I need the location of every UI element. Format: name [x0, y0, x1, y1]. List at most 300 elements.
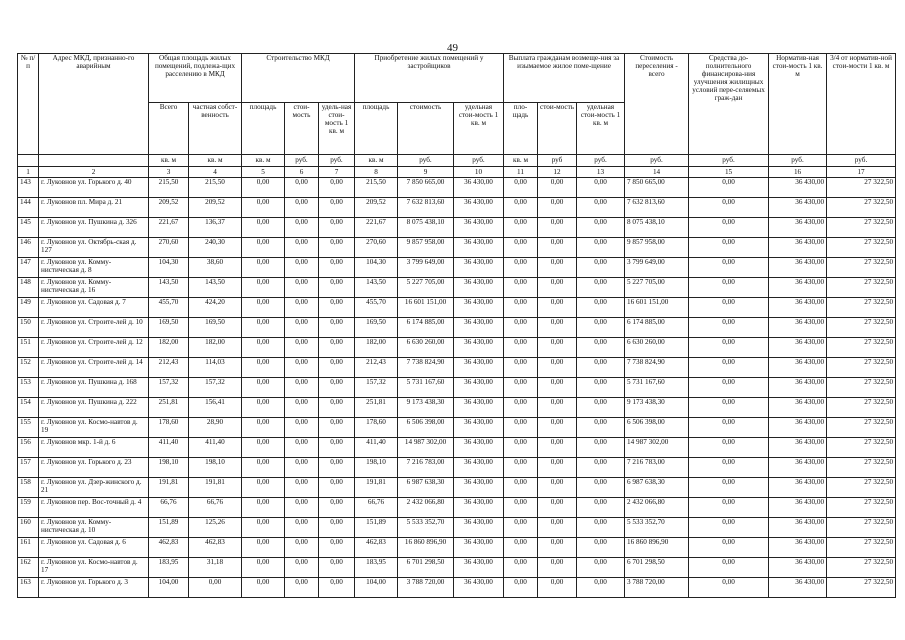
- row-area-private: 125,26: [189, 518, 242, 538]
- row-purchase-area: 191,81: [355, 478, 398, 498]
- row-additional-funds: 0,00: [689, 478, 769, 498]
- row-resettlement-cost: 9 857 958,00: [625, 238, 689, 258]
- row-purchase-area: 209,52: [355, 198, 398, 218]
- row-payment-cost: 0,00: [538, 358, 577, 378]
- row-payment-area: 0,00: [504, 178, 538, 198]
- header-purchase-cost: стоимость: [398, 103, 454, 155]
- row-purchase-cost: 7 216 783,00: [398, 458, 454, 478]
- row-purchase-cost: 6 630 260,00: [398, 338, 454, 358]
- row-three-quarters: 27 322,50: [827, 478, 896, 498]
- row-normative-cost: 36 430,00: [769, 258, 827, 278]
- row-area-private: 114,03: [189, 358, 242, 378]
- row-address: г. Луковнов ул. Комму-нистическая д. 16: [39, 278, 149, 298]
- row-construction-area: 0,00: [242, 418, 285, 438]
- unit-cell: кв. м: [504, 155, 538, 167]
- row-purchase-unit: 36 430,00: [454, 458, 504, 478]
- row-construction-cost: 0,00: [285, 558, 319, 578]
- header-normative-cost: Норматив-ная стои-мость 1 кв. м: [769, 54, 827, 155]
- row-purchase-unit: 36 430,00: [454, 438, 504, 458]
- row-additional-funds: 0,00: [689, 298, 769, 318]
- row-payment-area: 0,00: [504, 298, 538, 318]
- row-area-total: 411,40: [149, 438, 189, 458]
- row-payment-cost: 0,00: [538, 458, 577, 478]
- row-payment-area: 0,00: [504, 538, 538, 558]
- row-additional-funds: 0,00: [689, 338, 769, 358]
- row-purchase-unit: 36 430,00: [454, 178, 504, 198]
- row-area-total: 169,50: [149, 318, 189, 338]
- row-construction-area: 0,00: [242, 518, 285, 538]
- row-purchase-unit: 36 430,00: [454, 498, 504, 518]
- row-payment-cost: 0,00: [538, 518, 577, 538]
- row-normative-cost: 36 430,00: [769, 398, 827, 418]
- row-normative-cost: 36 430,00: [769, 418, 827, 438]
- row-three-quarters: 27 322,50: [827, 218, 896, 238]
- row-area-total: 209,52: [149, 198, 189, 218]
- row-area-private: 157,32: [189, 378, 242, 398]
- row-additional-funds: 0,00: [689, 518, 769, 538]
- row-purchase-cost: 5 227 705,00: [398, 278, 454, 298]
- row-payment-cost: 0,00: [538, 438, 577, 458]
- row-number: 154: [18, 398, 39, 418]
- row-purchase-area: 66,76: [355, 498, 398, 518]
- row-area-private: 0,00: [189, 578, 242, 598]
- row-payment-unit: 0,00: [577, 578, 625, 598]
- row-purchase-area: 198,10: [355, 458, 398, 478]
- row-purchase-cost: 7 850 665,00: [398, 178, 454, 198]
- row-purchase-area: 182,00: [355, 338, 398, 358]
- header-num: № п/п: [18, 54, 39, 155]
- row-resettlement-cost: 6 701 298,50: [625, 558, 689, 578]
- row-area-private: 156,41: [189, 398, 242, 418]
- header-payment-area: пло-щадь: [504, 103, 538, 155]
- row-address: г. Луковнов ул. Горького д. 3: [39, 578, 149, 598]
- row-normative-cost: 36 430,00: [769, 578, 827, 598]
- header-payment-unit: удельная стои-мость 1 кв. м: [577, 103, 625, 155]
- table-row: [18, 198, 896, 218]
- page-number: 49: [447, 42, 458, 54]
- row-construction-cost: 0,00: [285, 298, 319, 318]
- row-number: 146: [18, 238, 39, 258]
- header-resettlement-cost: Стоимость переселения - всего: [625, 54, 689, 155]
- row-number: 143: [18, 178, 39, 198]
- header-construction-group: Строительство МКД: [242, 54, 355, 103]
- row-purchase-area: 178,60: [355, 418, 398, 438]
- row-purchase-cost: 9 857 958,00: [398, 238, 454, 258]
- unit-cell: руб.: [454, 155, 504, 167]
- row-resettlement-cost: 7 216 783,00: [625, 458, 689, 478]
- row-area-private: 136,37: [189, 218, 242, 238]
- header-area-private: частная собст-венность: [189, 103, 242, 155]
- row-number: 163: [18, 578, 39, 598]
- column-number: 11: [504, 167, 538, 178]
- row-address: г. Луковнов ул. Садовая д. 7: [39, 298, 149, 318]
- row-normative-cost: 36 430,00: [769, 278, 827, 298]
- row-payment-area: 0,00: [504, 258, 538, 278]
- row-payment-unit: 0,00: [577, 358, 625, 378]
- table-row: [18, 538, 896, 558]
- row-normative-cost: 36 430,00: [769, 198, 827, 218]
- row-construction-area: 0,00: [242, 498, 285, 518]
- row-area-total: 270,60: [149, 238, 189, 258]
- row-payment-area: 0,00: [504, 278, 538, 298]
- row-resettlement-cost: 6 174 885,00: [625, 318, 689, 338]
- row-number: 156: [18, 438, 39, 458]
- header-payment-cost: стои-мость: [538, 103, 577, 155]
- row-payment-unit: 0,00: [577, 438, 625, 458]
- row-construction-unit: 0,00: [319, 198, 355, 218]
- row-construction-cost: 0,00: [285, 358, 319, 378]
- row-resettlement-cost: 3 788 720,00: [625, 578, 689, 598]
- row-payment-unit: 0,00: [577, 338, 625, 358]
- column-number: 17: [827, 167, 896, 178]
- row-additional-funds: 0,00: [689, 558, 769, 578]
- column-number: 10: [454, 167, 504, 178]
- row-resettlement-cost: 16 601 151,00: [625, 298, 689, 318]
- column-number: 12: [538, 167, 577, 178]
- row-area-total: 178,60: [149, 418, 189, 438]
- row-number: 147: [18, 258, 39, 278]
- unit-cell: руб.: [577, 155, 625, 167]
- row-three-quarters: 27 322,50: [827, 238, 896, 258]
- table-row: [18, 418, 896, 438]
- row-purchase-area: 169,50: [355, 318, 398, 338]
- row-normative-cost: 36 430,00: [769, 238, 827, 258]
- row-payment-unit: 0,00: [577, 258, 625, 278]
- row-construction-unit: 0,00: [319, 218, 355, 238]
- row-construction-cost: 0,00: [285, 418, 319, 438]
- row-area-total: 151,89: [149, 518, 189, 538]
- row-number: 148: [18, 278, 39, 298]
- row-payment-area: 0,00: [504, 198, 538, 218]
- row-purchase-area: 462,83: [355, 538, 398, 558]
- row-construction-unit: 0,00: [319, 258, 355, 278]
- row-number: 144: [18, 198, 39, 218]
- row-number: 145: [18, 218, 39, 238]
- unit-cell: кв. м: [189, 155, 242, 167]
- row-resettlement-cost: 2 432 066,80: [625, 498, 689, 518]
- header-construction-cost: стои-мость: [285, 103, 319, 155]
- header-additional-funds: Средства до-полнительного финансирова-ния улучшения жилищных условий пере-селяемых граж-дан: [689, 54, 769, 155]
- row-resettlement-cost: 6 987 638,30: [625, 478, 689, 498]
- row-purchase-area: 104,30: [355, 258, 398, 278]
- row-payment-unit: 0,00: [577, 478, 625, 498]
- row-area-total: 157,32: [149, 378, 189, 398]
- row-resettlement-cost: 3 799 649,00: [625, 258, 689, 278]
- row-normative-cost: 36 430,00: [769, 498, 827, 518]
- row-construction-unit: 0,00: [319, 178, 355, 198]
- row-purchase-area: 104,00: [355, 578, 398, 598]
- row-resettlement-cost: 5 227 705,00: [625, 278, 689, 298]
- row-purchase-area: 411,40: [355, 438, 398, 458]
- row-area-total: 191,81: [149, 478, 189, 498]
- row-purchase-cost: 5 533 352,70: [398, 518, 454, 538]
- row-construction-area: 0,00: [242, 238, 285, 258]
- unit-cell: руб: [538, 155, 577, 167]
- column-number: 6: [285, 167, 319, 178]
- row-construction-area: 0,00: [242, 338, 285, 358]
- row-purchase-area: 270,60: [355, 238, 398, 258]
- column-number: 3: [149, 167, 189, 178]
- row-three-quarters: 27 322,50: [827, 418, 896, 438]
- row-construction-cost: 0,00: [285, 318, 319, 338]
- row-payment-unit: 0,00: [577, 378, 625, 398]
- row-three-quarters: 27 322,50: [827, 458, 896, 478]
- unit-cell: [18, 155, 39, 167]
- column-number: 15: [689, 167, 769, 178]
- header-construction-area: площадь: [242, 103, 285, 155]
- table-row: [18, 458, 896, 478]
- row-three-quarters: 27 322,50: [827, 578, 896, 598]
- row-construction-unit: 0,00: [319, 238, 355, 258]
- row-three-quarters: 27 322,50: [827, 198, 896, 218]
- row-additional-funds: 0,00: [689, 378, 769, 398]
- row-purchase-unit: 36 430,00: [454, 398, 504, 418]
- unit-cell: руб.: [625, 155, 689, 167]
- header-purchase-area: площадь: [355, 103, 398, 155]
- row-construction-unit: 0,00: [319, 538, 355, 558]
- header-construction-unit: удель-ная стои-мость 1 кв. м: [319, 103, 355, 155]
- table-row: [18, 218, 896, 238]
- row-purchase-unit: 36 430,00: [454, 578, 504, 598]
- row-construction-unit: 0,00: [319, 418, 355, 438]
- row-construction-cost: 0,00: [285, 398, 319, 418]
- row-payment-unit: 0,00: [577, 418, 625, 438]
- row-construction-unit: 0,00: [319, 518, 355, 538]
- row-purchase-cost: 3 788 720,00: [398, 578, 454, 598]
- table-row: [18, 278, 896, 298]
- row-purchase-cost: 8 075 438,10: [398, 218, 454, 238]
- row-address: г. Луковнов ул. Строите-лей д. 14: [39, 358, 149, 378]
- row-construction-area: 0,00: [242, 198, 285, 218]
- row-additional-funds: 0,00: [689, 238, 769, 258]
- table-header: [18, 54, 896, 178]
- table-row: [18, 178, 896, 198]
- row-payment-cost: 0,00: [538, 398, 577, 418]
- table-row: [18, 518, 896, 538]
- row-construction-cost: 0,00: [285, 478, 319, 498]
- row-payment-cost: 0,00: [538, 558, 577, 578]
- row-construction-unit: 0,00: [319, 558, 355, 578]
- row-construction-cost: 0,00: [285, 458, 319, 478]
- row-area-total: 462,83: [149, 538, 189, 558]
- row-purchase-cost: 6 701 298,50: [398, 558, 454, 578]
- row-area-total: 183,95: [149, 558, 189, 578]
- row-purchase-area: 143,50: [355, 278, 398, 298]
- row-number: 160: [18, 518, 39, 538]
- table-body: [18, 178, 896, 598]
- row-number: 153: [18, 378, 39, 398]
- row-normative-cost: 36 430,00: [769, 218, 827, 238]
- unit-cell: кв. м: [355, 155, 398, 167]
- row-construction-area: 0,00: [242, 278, 285, 298]
- table-row: [18, 338, 896, 358]
- row-construction-unit: 0,00: [319, 578, 355, 598]
- row-purchase-area: 151,89: [355, 518, 398, 538]
- table-row: [18, 238, 896, 258]
- row-construction-unit: 0,00: [319, 278, 355, 298]
- row-payment-area: 0,00: [504, 478, 538, 498]
- row-resettlement-cost: 6 630 260,00: [625, 338, 689, 358]
- row-payment-cost: 0,00: [538, 238, 577, 258]
- row-purchase-cost: 7 632 813,60: [398, 198, 454, 218]
- row-resettlement-cost: 7 738 824,90: [625, 358, 689, 378]
- table-row: [18, 578, 896, 598]
- row-additional-funds: 0,00: [689, 458, 769, 478]
- row-construction-area: 0,00: [242, 318, 285, 338]
- row-area-private: 66,76: [189, 498, 242, 518]
- row-purchase-unit: 36 430,00: [454, 338, 504, 358]
- row-payment-cost: 0,00: [538, 178, 577, 198]
- row-additional-funds: 0,00: [689, 398, 769, 418]
- row-address: г. Луковнов ул. Космо-навтов д. 19: [39, 418, 149, 438]
- row-area-private: 191,81: [189, 478, 242, 498]
- row-address: г. Луковнов пер. Вос-точный д. 4: [39, 498, 149, 518]
- row-payment-area: 0,00: [504, 218, 538, 238]
- table-row: [18, 478, 896, 498]
- row-payment-unit: 0,00: [577, 178, 625, 198]
- row-additional-funds: 0,00: [689, 578, 769, 598]
- row-payment-unit: 0,00: [577, 278, 625, 298]
- row-payment-unit: 0,00: [577, 458, 625, 478]
- row-payment-unit: 0,00: [577, 518, 625, 538]
- row-additional-funds: 0,00: [689, 318, 769, 338]
- row-additional-funds: 0,00: [689, 418, 769, 438]
- row-normative-cost: 36 430,00: [769, 478, 827, 498]
- row-construction-area: 0,00: [242, 298, 285, 318]
- row-address: г. Луковнов ул. Космо-навтов д. 17: [39, 558, 149, 578]
- table-row: [18, 398, 896, 418]
- row-payment-cost: 0,00: [538, 378, 577, 398]
- row-number: 158: [18, 478, 39, 498]
- row-payment-cost: 0,00: [538, 418, 577, 438]
- row-area-total: 104,30: [149, 258, 189, 278]
- row-additional-funds: 0,00: [689, 198, 769, 218]
- row-purchase-unit: 36 430,00: [454, 558, 504, 578]
- units-row: [18, 155, 896, 167]
- row-payment-area: 0,00: [504, 518, 538, 538]
- row-payment-cost: 0,00: [538, 478, 577, 498]
- table-row: [18, 358, 896, 378]
- row-area-private: 462,83: [189, 538, 242, 558]
- row-area-private: 240,30: [189, 238, 242, 258]
- row-construction-cost: 0,00: [285, 498, 319, 518]
- row-address: г. Луковнов ул. Горького д. 40: [39, 178, 149, 198]
- row-three-quarters: 27 322,50: [827, 518, 896, 538]
- row-number: 152: [18, 358, 39, 378]
- row-payment-cost: 0,00: [538, 218, 577, 238]
- row-purchase-unit: 36 430,00: [454, 518, 504, 538]
- row-purchase-unit: 36 430,00: [454, 418, 504, 438]
- row-area-private: 198,10: [189, 458, 242, 478]
- row-purchase-cost: 16 601 151,00: [398, 298, 454, 318]
- row-address: г. Луковнов ул. Дзер-жинского д. 21: [39, 478, 149, 498]
- row-normative-cost: 36 430,00: [769, 358, 827, 378]
- row-construction-cost: 0,00: [285, 238, 319, 258]
- row-purchase-unit: 36 430,00: [454, 198, 504, 218]
- row-payment-area: 0,00: [504, 358, 538, 378]
- row-three-quarters: 27 322,50: [827, 438, 896, 458]
- row-area-private: 215,50: [189, 178, 242, 198]
- table-row: [18, 438, 896, 458]
- row-payment-area: 0,00: [504, 418, 538, 438]
- unit-cell: руб.: [398, 155, 454, 167]
- row-additional-funds: 0,00: [689, 218, 769, 238]
- row-purchase-cost: 9 173 438,30: [398, 398, 454, 418]
- column-number: 14: [625, 167, 689, 178]
- row-normative-cost: 36 430,00: [769, 538, 827, 558]
- row-address: г. Луковнов пл. Мира д. 21: [39, 198, 149, 218]
- row-purchase-cost: 6 174 885,00: [398, 318, 454, 338]
- row-construction-cost: 0,00: [285, 338, 319, 358]
- column-number: 4: [189, 167, 242, 178]
- row-purchase-cost: 16 860 896,90: [398, 538, 454, 558]
- row-construction-cost: 0,00: [285, 178, 319, 198]
- row-purchase-unit: 36 430,00: [454, 538, 504, 558]
- row-area-total: 215,50: [149, 178, 189, 198]
- row-construction-unit: 0,00: [319, 478, 355, 498]
- unit-cell: руб.: [827, 155, 896, 167]
- row-payment-unit: 0,00: [577, 298, 625, 318]
- row-area-total: 221,67: [149, 218, 189, 238]
- row-payment-cost: 0,00: [538, 338, 577, 358]
- row-normative-cost: 36 430,00: [769, 338, 827, 358]
- column-number: 2: [39, 167, 149, 178]
- row-purchase-area: 212,43: [355, 358, 398, 378]
- row-payment-area: 0,00: [504, 498, 538, 518]
- row-purchase-unit: 36 430,00: [454, 378, 504, 398]
- row-area-total: 212,43: [149, 358, 189, 378]
- row-construction-unit: 0,00: [319, 298, 355, 318]
- row-construction-unit: 0,00: [319, 398, 355, 418]
- unit-cell: [39, 155, 149, 167]
- row-purchase-unit: 36 430,00: [454, 238, 504, 258]
- row-three-quarters: 27 322,50: [827, 278, 896, 298]
- row-payment-unit: 0,00: [577, 218, 625, 238]
- row-address: г. Луковнов ул. Октябрь-ская д. 127: [39, 238, 149, 258]
- row-purchase-area: 183,95: [355, 558, 398, 578]
- row-resettlement-cost: 9 173 438,30: [625, 398, 689, 418]
- row-payment-cost: 0,00: [538, 538, 577, 558]
- row-payment-cost: 0,00: [538, 278, 577, 298]
- row-three-quarters: 27 322,50: [827, 178, 896, 198]
- row-address: г. Луковнов ул. Горького д. 23: [39, 458, 149, 478]
- row-area-private: 424,20: [189, 298, 242, 318]
- row-normative-cost: 36 430,00: [769, 518, 827, 538]
- row-number: 150: [18, 318, 39, 338]
- row-area-private: 209,52: [189, 198, 242, 218]
- row-construction-cost: 0,00: [285, 438, 319, 458]
- unit-cell: кв. м: [242, 155, 285, 167]
- row-area-total: 143,50: [149, 278, 189, 298]
- row-three-quarters: 27 322,50: [827, 258, 896, 278]
- row-address: г. Луковнов ул. Пушкина д. 222: [39, 398, 149, 418]
- row-address: г. Луковнов ул. Пушкина д. 168: [39, 378, 149, 398]
- row-address: г. Луковнов ул. Комму-нистическая д. 8: [39, 258, 149, 278]
- row-construction-area: 0,00: [242, 458, 285, 478]
- row-address: г. Луковнов мкр. 1-й д. 6: [39, 438, 149, 458]
- row-additional-funds: 0,00: [689, 278, 769, 298]
- table-row: [18, 378, 896, 398]
- row-normative-cost: 36 430,00: [769, 178, 827, 198]
- row-payment-unit: 0,00: [577, 498, 625, 518]
- header-purchase-group: Приобретение жилых помещений у застройщиков: [355, 54, 504, 103]
- unit-cell: руб.: [769, 155, 827, 167]
- row-normative-cost: 36 430,00: [769, 378, 827, 398]
- row-purchase-cost: 3 799 649,00: [398, 258, 454, 278]
- row-normative-cost: 36 430,00: [769, 318, 827, 338]
- header-three-quarters: 3/4 от норматив-ной стои-мости 1 кв. м: [827, 54, 896, 155]
- row-purchase-cost: 6 987 638,30: [398, 478, 454, 498]
